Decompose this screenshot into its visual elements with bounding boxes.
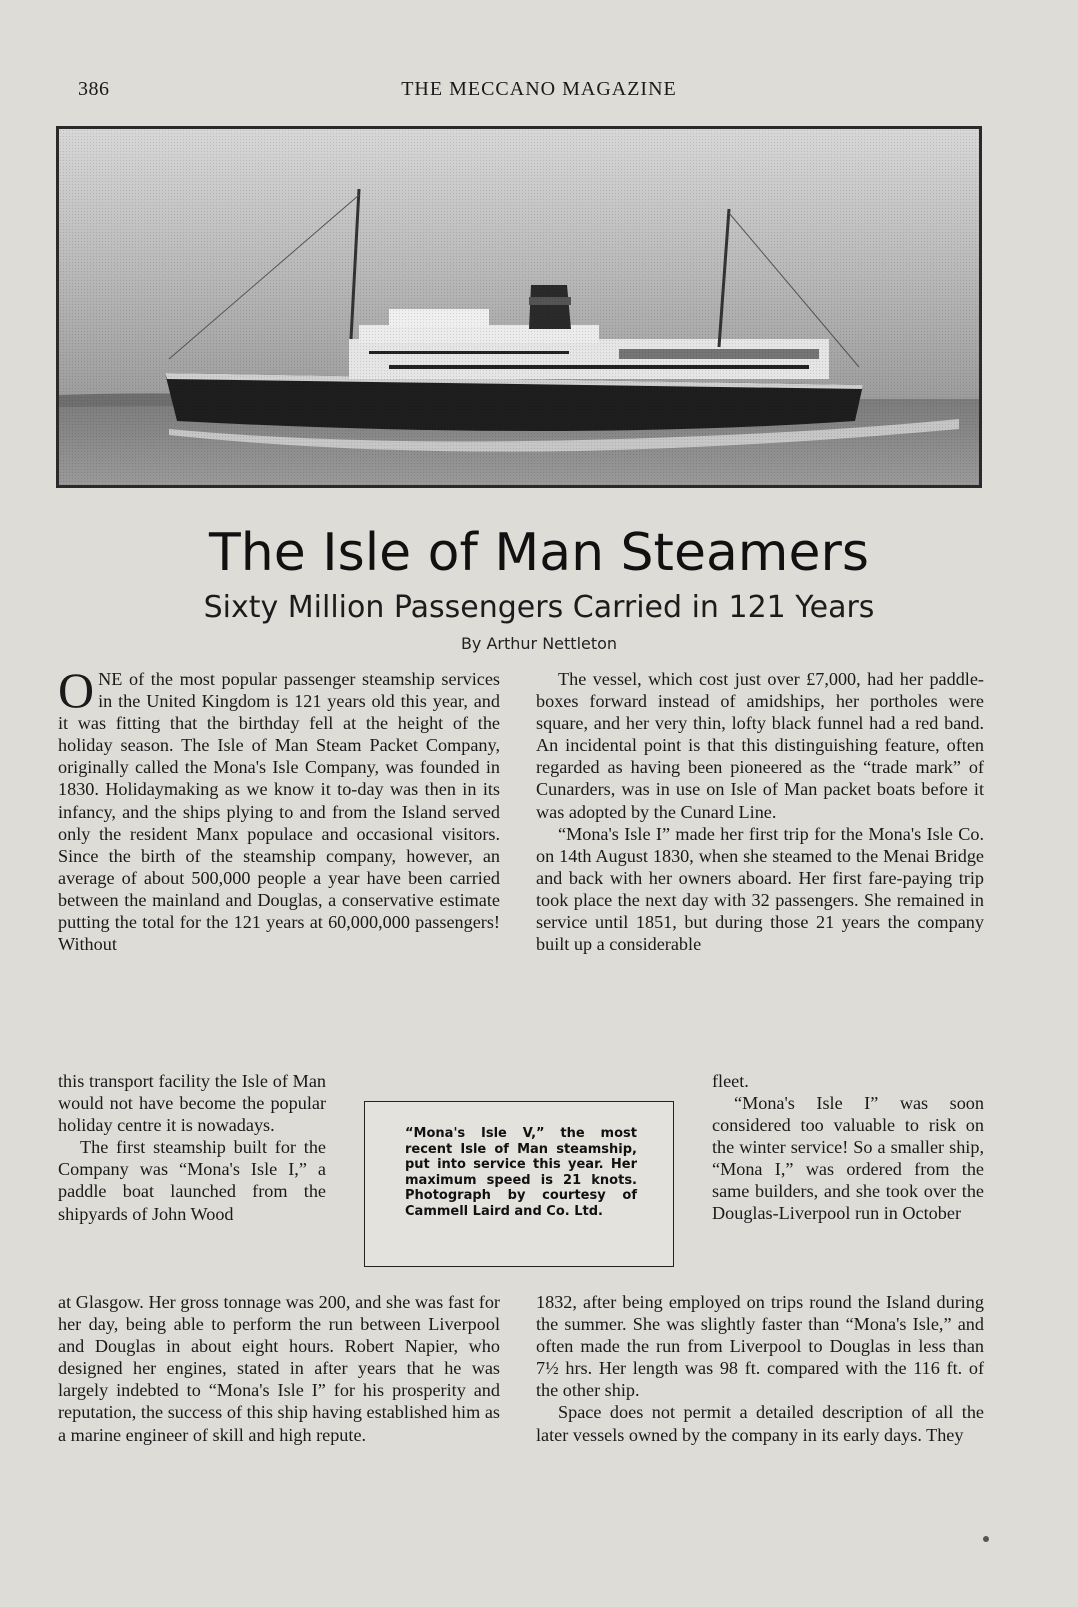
drop-cap: O [58,662,95,718]
right-column-narrow [712,1092,984,1225]
article-title: The Isle of Man Steamers [209,523,869,583]
photo-caption-box [364,1101,674,1267]
left-paragraph-2-start: The first steamship built for the Company was “Mona's Isle I,” a paddle boat launched from the shipyards of John Wood [58,1137,326,1224]
right-paragraph-4: Space does not permit a detailed description of all the later vessels owned by the company in its early days. They [536,1402,984,1445]
photo-caption: “Mona's Isle V,” the most recent Isle of Man steamship, put into service this year. Her maximum speed is 21 knots. Photograph by courtesy of Cammell Laird and Co. Ltd. [405,1126,637,1219]
steamship-photo-icon [59,129,979,485]
left-paragraph-1-end: this transport facility the Isle of Man would not have become the popular holiday centre it is nowadays. [58,1071,326,1136]
right-paragraph-1: The vessel, which cost just over £7,000, had her paddle-boxes forward instead of amidships, her portholes were square, and her very thin, lofty black funnel had a red band. An incidental point is that this distinguishing feature, often regarded as having been pioneered as the “trade mark” of Cunarders, was in use on Isle of Man packet boats before it was adopted by the Cunard Line. [536,669,984,822]
running-head [0,78,1078,108]
right-column-bottom [536,1291,984,1446]
left-column-bottom [58,1291,500,1446]
right-column-top [536,668,984,955]
right-paragraph-2-end: fleet. [712,1071,749,1091]
left-column-narrow [58,1070,326,1225]
page-dot [983,1536,989,1542]
page-number: 386 [78,78,110,100]
right-fleet-line [712,1070,984,1092]
left-column-top [58,662,500,955]
left-paragraph-1 [58,662,500,955]
left-paragraph-2-rest: at Glasgow. Her gross tonnage was 200, and she was fast for her day, being able to perform the run between Liverpool and Douglas in about eight hours. Robert Napier, who designed her engines, stated in after years that he was largely indebted to “Mona's Isle I” for his prosperity and reputation, the success of this ship having established him as a marine engineer of skill and high repute. [58,1292,500,1445]
right-paragraph-3-rest: 1832, after being employed on trips round the Island during the summer. She was slightly faster than “Mona's Isle,” and often made the run from Liverpool to Douglas in less than 7½ hrs. Her length was 98 ft. compared with the 116 ft. of the other ship. [536,1292,984,1401]
steamship-photo [56,126,982,488]
byline: By Arthur Nettleton [460,634,618,653]
magazine-title: THE MECCANO MAGAZINE [401,78,677,100]
right-paragraph-2: “Mona's Isle I” made her first trip for the Mona's Isle Co. on 14th August 1830, when she steamed to the Menai Bridge and back with her owners aboard. Her first fare-paying trip took place the next day with 32 passengers. She remained in service until 1851, but during those 21 years the company built up a considerable [536,823,984,955]
article-subtitle: Sixty Million Passengers Carried in 121 Years [203,590,875,625]
article-heading [0,522,1078,653]
right-paragraph-3-start: “Mona's Isle I” was soon considered too valuable to risk on the winter service! So a smaller ship, “Mona I,” was ordered from the same builders, and she took over the Douglas-Liverpool run in October [712,1093,984,1224]
left-paragraph-1-text: NE of the most popular passenger steamship services in the United Kingdom is 121 years old this year, and it was fitting that the birthday fell at the height of the holiday season. The Isle of Man Steam Packet Company, originally called the Mona's Isle Company, was founded in 1830. Holidaymaking as we know it to-day was then in its infancy, and the ships plying to and from the Island served only the resident Manx populace and occasional visitors. Since the birth of the steamship company, however, an average of about 500,000 people a year have been carried between the mainland and Douglas, a conservative estimate putting the total for the 121 years at 60,000,000 passengers! Without [58,669,500,955]
